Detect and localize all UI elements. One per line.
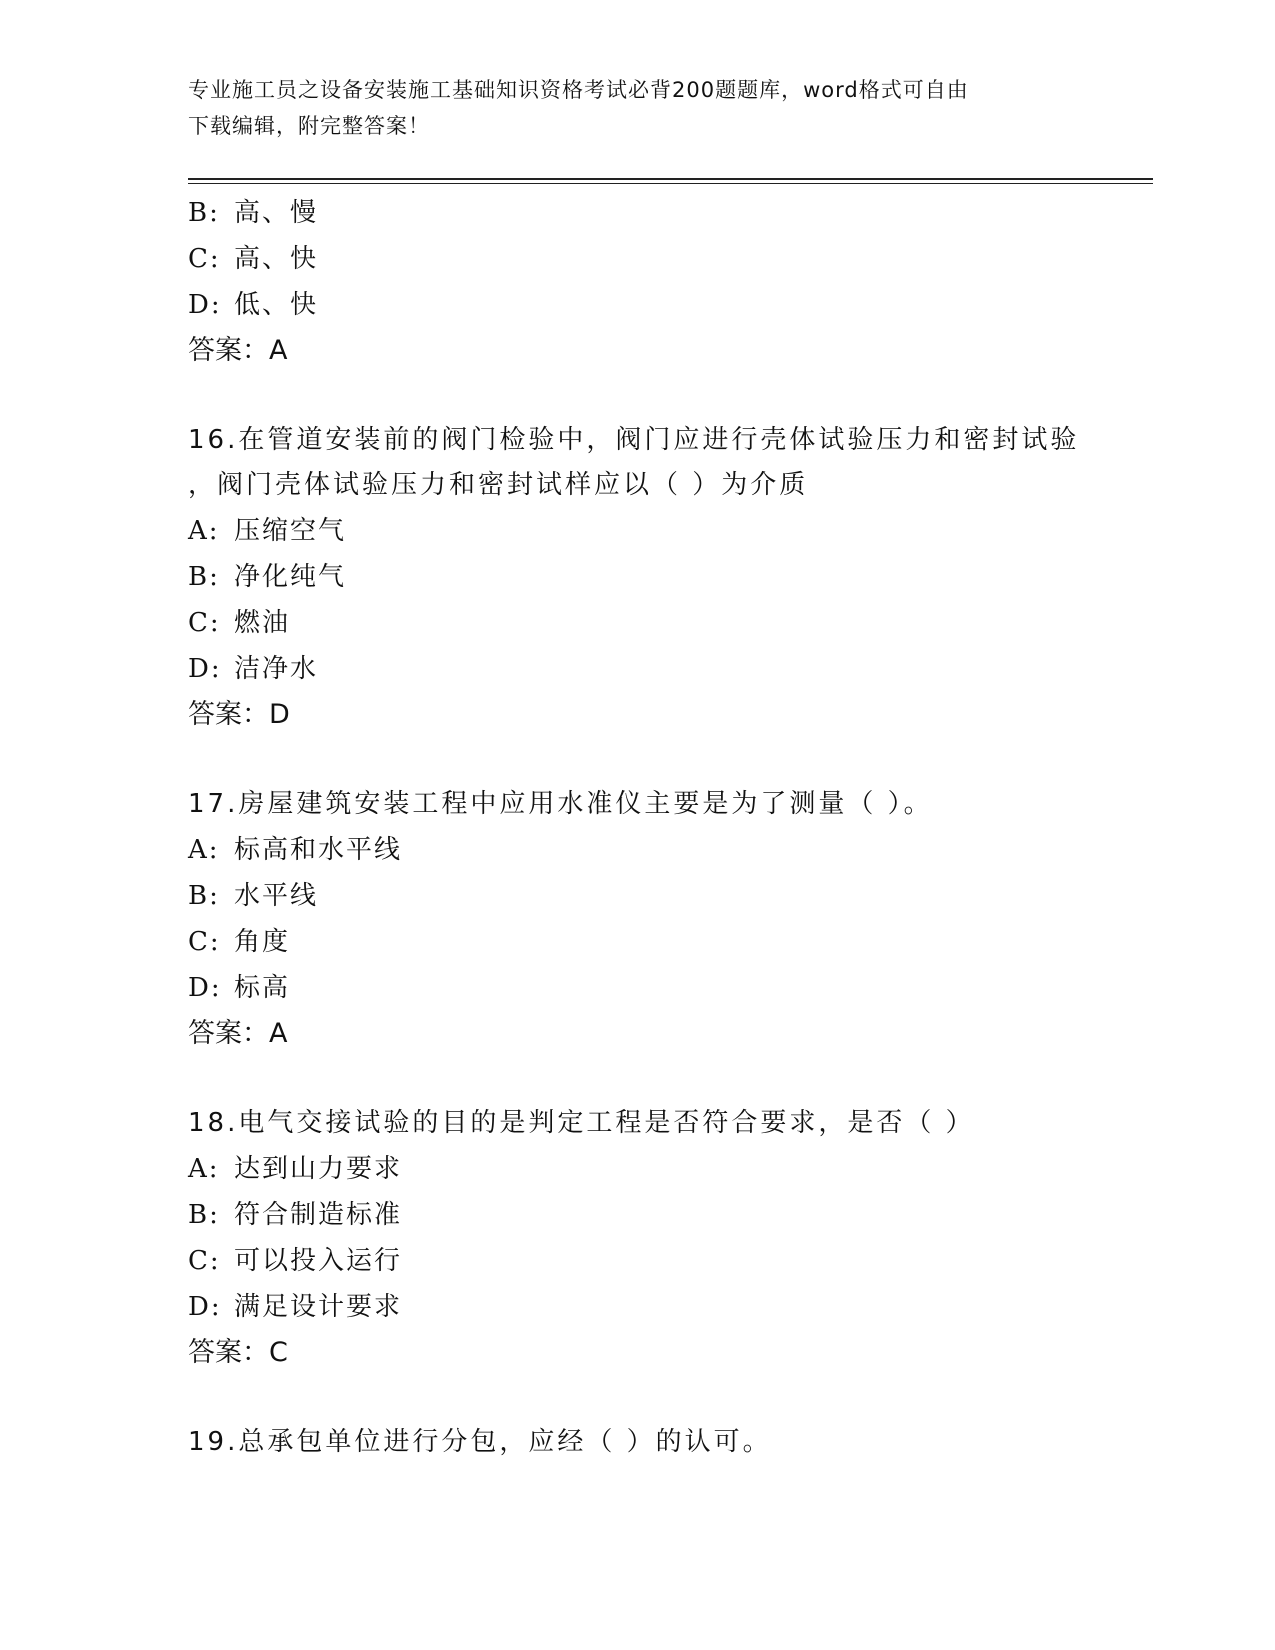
question-text-line: 17.房屋建筑安装工程中应用水准仪主要是为了测量（ ）。 bbox=[188, 789, 933, 819]
option-b: B: 净化纯气 bbox=[188, 562, 347, 592]
option-d: D: 标高 bbox=[188, 973, 291, 1003]
question-16 bbox=[188, 418, 1088, 738]
option-d: D: 洁净水 bbox=[188, 654, 319, 684]
answer-line: 答案：A bbox=[188, 1018, 288, 1049]
option-d: D: 满足设计要求 bbox=[188, 1292, 403, 1322]
header-line-2: 下载编辑，附完整答案！ bbox=[188, 114, 430, 138]
question-text-line: 18.电气交接试验的目的是判定工程是否符合要求，是否（ ） bbox=[188, 1108, 975, 1138]
header-rule-thin bbox=[188, 183, 1153, 184]
option-a: A: 达到山力要求 bbox=[188, 1154, 403, 1184]
option-b: B: 水平线 bbox=[188, 881, 319, 911]
answer-line: 答案：A bbox=[188, 335, 288, 366]
prev-question-options bbox=[188, 190, 1088, 374]
option-c: C: 高、快 bbox=[188, 244, 319, 274]
option-d: D: 低、快 bbox=[188, 290, 319, 320]
option-c: C: 角度 bbox=[188, 927, 291, 957]
option-c: C: 燃油 bbox=[188, 608, 291, 638]
question-19 bbox=[188, 1420, 1088, 1465]
question-content bbox=[188, 190, 1088, 1465]
option-b: B: 高、慢 bbox=[188, 198, 319, 228]
header-rule-thick bbox=[188, 178, 1153, 180]
option-a: A: 压缩空气 bbox=[188, 516, 347, 546]
document-header bbox=[188, 72, 1068, 144]
option-c: C: 可以投入运行 bbox=[188, 1246, 403, 1276]
question-17 bbox=[188, 782, 1088, 1057]
question-18 bbox=[188, 1101, 1088, 1376]
question-text-line: 19.总承包单位进行分包，应经（ ）的认可。 bbox=[188, 1427, 772, 1457]
header-line-1: 专业施工员之设备安装施工基础知识资格考试必背200题题库，word格式可自由 bbox=[188, 78, 969, 102]
option-b: B: 符合制造标准 bbox=[188, 1200, 403, 1230]
question-text-line: 16.在管道安装前的阀门检验中，阀门应进行壳体试验压力和密封试验 bbox=[188, 425, 1080, 455]
option-a: A: 标高和水平线 bbox=[188, 835, 403, 865]
question-text-line: ，阀门壳体试验压力和密封试样应以（ ）为介质 bbox=[188, 470, 809, 500]
answer-line: 答案：D bbox=[188, 699, 290, 730]
answer-line: 答案：C bbox=[188, 1337, 288, 1368]
